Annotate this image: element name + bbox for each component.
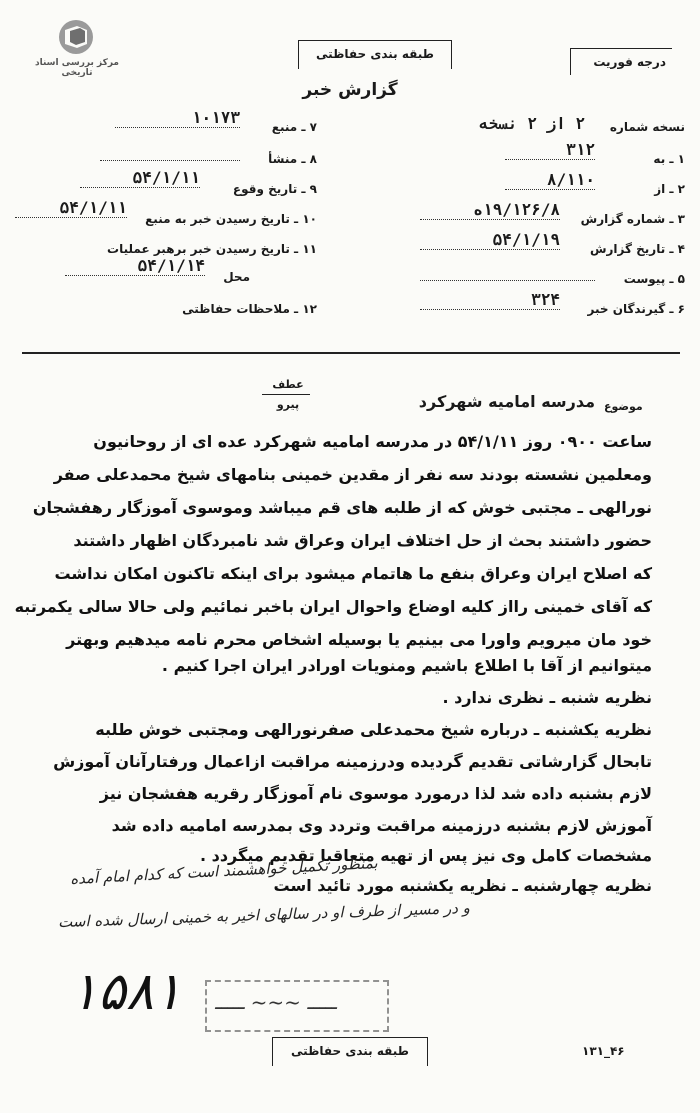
handwritten-number: ۱۵۸۱ [70, 962, 182, 1022]
archive-logo [22, 18, 132, 76]
archive-emblem-icon [56, 18, 96, 56]
opinion-line: تابحال گزارشاتی تقدیم گردیده ودرزمینه مراقبت ازاعمال ورفتارآنان آموزش [53, 752, 652, 771]
field-location-label: محل [223, 270, 250, 284]
follow-label: پیرو [276, 398, 300, 411]
body-line: میتوانیم از آقا با اطلاع باشیم ومنویات اورادر ایران اجرا کنیم . [161, 656, 652, 675]
field-operations-received-label: ۱۱ ـ تاریخ رسیدن خبر برهبر عملیات [107, 242, 317, 256]
logo-text: مرکز بررسی اسناد تاریخی [35, 58, 119, 78]
report-title: گزارش خبر [302, 80, 398, 100]
stamp-signature: ـــــ ~~~ ـــــ [215, 990, 337, 1014]
page-code: ۴۶_۱۳۱ [582, 1044, 625, 1058]
field-source-label: ۷ ـ منبع [271, 120, 317, 134]
body-line: نورالهی ـ مجتبی خوش که از طلبه های قم میباشد وموسوی آموزگار رهفشجان [32, 498, 652, 517]
opinion-line: لازم بشنبه داده شد لذا درمورد موسوی نام آموزگار رقریه هفشجان نیز [99, 784, 652, 803]
priority-box: درجه فوریت [570, 48, 672, 75]
body-line: ومعلمین نشسته بودند سه نفر از مقدین خمینی بنامهای شیخ محمدعلی صفر [53, 465, 652, 484]
body-line: که اصلاح ایران وعراق بنفع ما هاتمام میشود برای اینکه تاکنون امکان نداشت [54, 564, 652, 583]
field-attachment-value [420, 262, 595, 281]
opinion-line: آموزش لازم بشنبه درزمینه مراقبت وتردد وی بمدرسه امامیه داده شد [111, 816, 652, 835]
field-source-received-label: ۱۰ ـ تاریخ رسیدن خبر به منبع [145, 212, 317, 226]
field-attachment-label: ۵ ـ پیوست [623, 272, 685, 286]
field-occurrence-date-label: ۹ ـ تاریخ وقوع [232, 182, 317, 196]
atf-divider [262, 394, 310, 395]
field-report-number-value: ۱۹/۱۲۶/۸ه [420, 200, 560, 220]
field-to-label: ۱ ـ به [653, 152, 685, 166]
body-line: خود مان میرویم واورا می بینیم یا بوسیله اشخاص محرم نامه میدهیم وبهتر [66, 630, 652, 649]
field-copy-label: نسخه شماره [609, 120, 685, 134]
classification-header: طبقه بندی حفاظتی [298, 40, 452, 69]
field-origin-label: ۸ ـ منشأ [268, 152, 317, 166]
field-source-received-value: ۵۴/۱/۱۱ [15, 198, 127, 218]
body-line: که آقای خمینی رااز کلیه اوضاع واحوال ایران باخبر نمائیم ولی حالا سالی یکمرتبه [14, 597, 652, 616]
subject-label: موضوع [604, 400, 643, 413]
field-source-value: ۱۰۱۷۳ [115, 108, 240, 128]
field-report-date-label: ۴ ـ تاریخ گزارش [589, 242, 685, 256]
classification-footer: طبقه بندی حفاظتی [272, 1037, 428, 1066]
field-location-value: ۵۴/۱/۱۴ [65, 256, 205, 276]
opinion-line: مشخصات کامل وی نیز پس از تهیه متعاقبا تقدیم میگردد . [199, 846, 652, 865]
opinion-line: نظریه چهارشنبه ـ نظریه یکشنبه مورد تائید است [273, 876, 652, 895]
field-report-number-label: ۳ ـ شماره گزارش [580, 212, 685, 226]
opinion-line: نظریه شنبه ـ نظری ندارد . [442, 688, 652, 707]
handwritten-note: و در مسیر از طرف او در سالهای اخیر به خمینی ارسال شده است [57, 898, 471, 932]
field-from-label: ۲ ـ از [654, 182, 685, 196]
opinion-line: نظریه یکشنبه ـ درباره شیخ محمدعلی صفرنورالهی ومجتبی خوش طلبه [95, 720, 652, 739]
field-occurrence-date-value: ۵۴/۱/۱۱ [80, 168, 200, 188]
subject-value: مدرسه امامیه شهرکرد [418, 392, 595, 411]
field-from-value: ۸/۱۱۰ [505, 170, 595, 190]
handwritten-note: بمنظور تکمیل خواهشمند است که کدام امام آمده [69, 853, 378, 889]
atf-label: عطف [272, 378, 304, 391]
field-copy-value: ۲ از ۲ نسخه [479, 114, 585, 133]
body-line: حضور داشتند بحث از حل اختلاف ایران وعراق شد نامبردگان اظهار داشتند [73, 531, 652, 550]
field-report-date-value: ۵۴/۱/۱۹ [420, 230, 560, 250]
field-recipients-label: ۶ ـ گیرندگان خبر [587, 302, 685, 316]
field-to-value: ۳۱۲ [505, 140, 595, 160]
field-recipients-value: ۳۲۴ [420, 290, 560, 310]
section-divider [22, 352, 680, 354]
field-origin-value [100, 142, 240, 161]
body-line: ساعت ۰۹۰۰ روز ۵۴/۱/۱۱ در مدرسه امامیه شهرکرد عده ای از روحانیون [93, 432, 652, 451]
field-security-notes-label: ۱۲ ـ ملاحظات حفاظتی [182, 302, 317, 316]
